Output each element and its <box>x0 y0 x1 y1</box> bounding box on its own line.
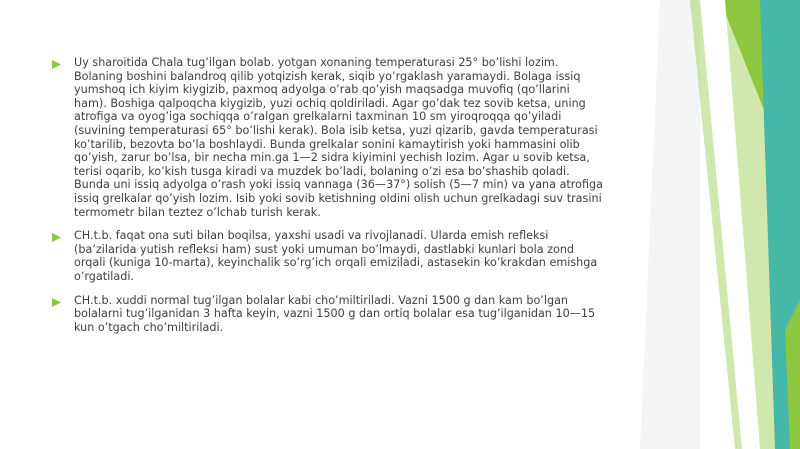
bullet-list <box>50 56 605 344</box>
bullet-text: CH.t.b. faqat ona suti bilan boqilsa, yaxshi usadi va rivojlanadi. Ularda emish refleksi (ba’zilarida yutish refleksi ham) sust yoki umuman bo’lmaydi, dastlabki kunlari bola zond orqali (kuniga 10-marta), keyinchalik so’rg’ich orqali emiziladi, astasekin ko’krakdan emishga o’rgatiladi. <box>74 229 598 283</box>
bullet-text: Uy sharoitida Chala tug’ilgan bolab. yotgan xonaning temperaturasi 25° bo’lishi lozim. Bolaning boshini balandroq qilib yotqizish kerak, siqib yo’rgaklash yaramaydi. Bolaga issiq yumshoq ich kiyim kiygizib, paxmoq adyolga o’rab qo’yish maqsadga muvofiq (qo’llarini ham). Boshiga qalpoqcha kiygizib, yuzi ochiq qoldiriladi. Agar go’dak tez sovib ketsa, uning atrofiga va oyog’iga sochiqqa o’ralgan grelkalarni taxminan 10 sm yiroqroqqa qo’yiladi (suvining temperaturasi 65° bo’lishi kerak). Bola isib ketsa, yuzi qizarib, gavda temperaturasi ko’tarilib, bezovta bo’la boshlaydi. Bunda grelkalar sonini kamaytirish yoki hammasini olib qo’yish, zarur bo’lsa, bir necha min.ga 1—2 sidra kiyimini yechish lozim. Agar u sovib ketsa, terisi oqarib, ko’kish tusga kiradi va muzdek bo’ladi, bolaning o’zi esa bo’shashib qoladi. Bunda uni issiq adyolga o’rash yoki issiq vannaga (36—37°) solish (5—7 min) va yana atrofiga issiq grelkalar qo’yish lozim. Isib yoki sovib ketishning oldini olish uchun grelkadagi suv trasini termometr bilan teztez o’lchab turish kerak. <box>74 56 604 219</box>
triangle-right-icon <box>52 233 61 242</box>
bullet-item <box>50 294 605 335</box>
bullet-item <box>50 229 605 283</box>
background-stripe <box>640 0 700 449</box>
triangle-right-icon <box>52 298 61 307</box>
bullet-item <box>50 56 605 219</box>
triangle-right-icon <box>52 60 61 69</box>
bullet-text: CH.t.b. xuddi normal tug’ilgan bolalar kabi cho’miltiriladi. Vazni 1500 g dan kam bo’lgan bolalarni tug’ilganidan 3 hafta keyin, vazni 1500 g dan ortiq bolalar esa tug’ilganidan 10—15 kun o’tgach cho’miltiriladi. <box>74 293 596 334</box>
